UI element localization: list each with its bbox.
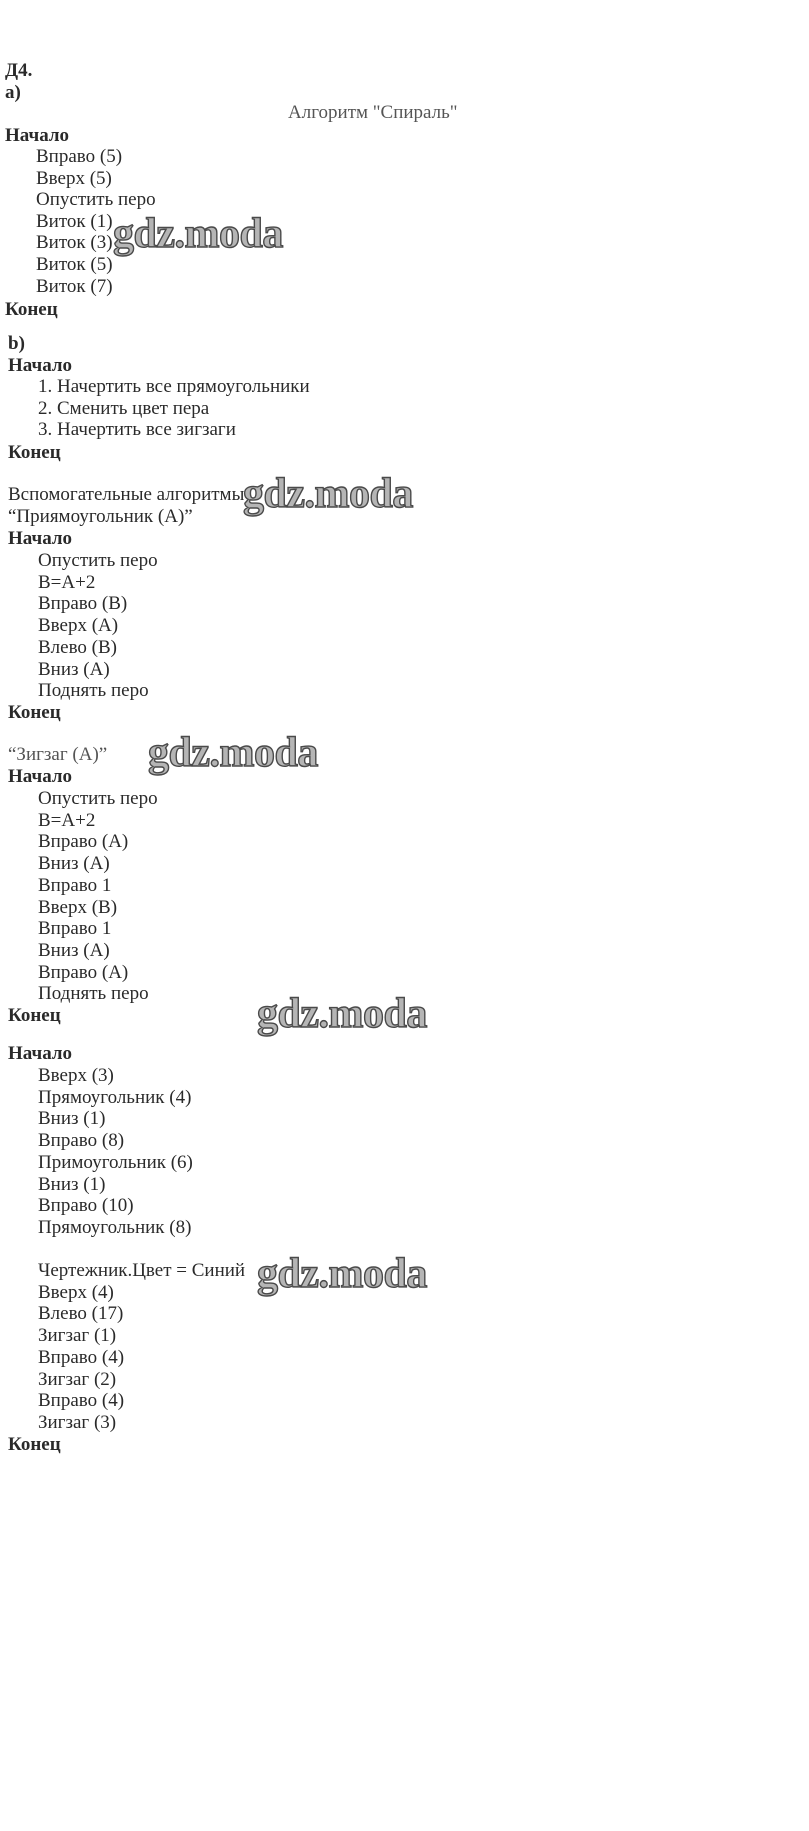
zigzag-end: Конец	[8, 1005, 61, 1026]
rect-step: Вверх (А)	[38, 615, 119, 637]
part-a-label: а)	[5, 82, 21, 103]
main-step: Вниз (1)	[38, 1173, 106, 1195]
part-b-begin: Начало	[8, 355, 73, 376]
main-step: Вправо (8)	[38, 1130, 125, 1152]
zigzag-step: Вниз (А)	[38, 939, 110, 961]
zigzag-step: Опустить перо	[38, 788, 158, 809]
part-a-end: Конец	[5, 299, 58, 320]
zigzag-begin: Начало	[8, 766, 73, 787]
main-step: Зигзаг (2)	[38, 1368, 117, 1390]
zigzag-step: Вправо 1	[38, 874, 112, 896]
main-step: Прямоугольник (8)	[38, 1216, 192, 1238]
main-step: Примоугольник (6)	[38, 1151, 193, 1173]
main-step: Вправо (10)	[38, 1195, 134, 1217]
part-b-step: 1. Начертить все прямоугольники	[38, 376, 310, 397]
rect-step: Влево (В)	[38, 636, 118, 658]
watermark: gdz.moda	[257, 1251, 427, 1297]
rect-step: Опустить перо	[38, 550, 158, 571]
rect-step: В=А+2	[38, 571, 96, 593]
zigzag-step: В=А+2	[38, 809, 96, 831]
main-step: Чертежник.Цвет = Синий	[38, 1260, 246, 1281]
part-b-step: 2. Сменить цвет пера	[38, 397, 210, 419]
rect-begin: Начало	[8, 528, 73, 549]
watermark: gdz.moda	[113, 211, 283, 257]
zigzag-step: Вправо (А)	[38, 831, 129, 853]
part-a-step: Виток (5)	[36, 254, 113, 275]
main-begin: Начало	[8, 1043, 73, 1064]
main-step: Вверх (4)	[38, 1281, 114, 1303]
aux-heading: Вспомогательные алгоритмы	[8, 484, 245, 505]
part-a-begin: Начало	[5, 125, 70, 146]
zigzag-step: Вверх (В)	[38, 896, 118, 918]
rect-step: Поднять перо	[38, 680, 149, 702]
part-b-label: b)	[8, 333, 25, 354]
zigzag-step: Вправо 1	[38, 918, 112, 940]
part-b-step: 3. Начертить все зигзаги	[38, 419, 236, 441]
watermark: gdz.moda	[243, 471, 413, 517]
main-step: Зигзаг (3)	[38, 1411, 117, 1433]
zigzag-step: Поднять перо	[38, 983, 149, 1005]
zigzag-name: “Зигзаг (А)”	[8, 744, 108, 765]
rect-end: Конец	[8, 702, 61, 723]
watermark: gdz.moda	[257, 991, 427, 1037]
main-step: Вправо (4)	[38, 1346, 125, 1368]
part-b-end: Конец	[8, 442, 61, 463]
main-end: Конец	[8, 1434, 61, 1455]
main-step: Прямоугольник (4)	[38, 1086, 192, 1108]
rect-step: Вниз (А)	[38, 658, 110, 680]
part-a-step: Опустить перо	[36, 189, 156, 211]
main-step: Зигзаг (1)	[38, 1325, 117, 1347]
main-step: Вниз (1)	[38, 1108, 106, 1130]
zigzag-step: Вниз (А)	[38, 853, 110, 875]
rect-step: Вправо (В)	[38, 593, 128, 615]
zigzag-step: Вправо (А)	[38, 961, 129, 983]
main-step: Влево (17)	[38, 1303, 124, 1325]
task-number: Д4.	[5, 60, 33, 81]
main-step: Вверх (3)	[38, 1065, 114, 1086]
part-a-title: Алгоритм "Спираль"	[288, 102, 458, 123]
main-step: Вправо (4)	[38, 1390, 125, 1412]
part-a-step: Виток (3)	[36, 232, 113, 254]
watermark: gdz.moda	[148, 730, 318, 776]
part-a-step: Виток (1)	[36, 210, 113, 232]
part-a-step: Вверх (5)	[36, 167, 112, 189]
rect-name: “Приямоугольник (А)”	[8, 506, 193, 527]
part-a-step: Виток (7)	[36, 275, 113, 297]
part-a-step: Вправо (5)	[36, 146, 123, 167]
